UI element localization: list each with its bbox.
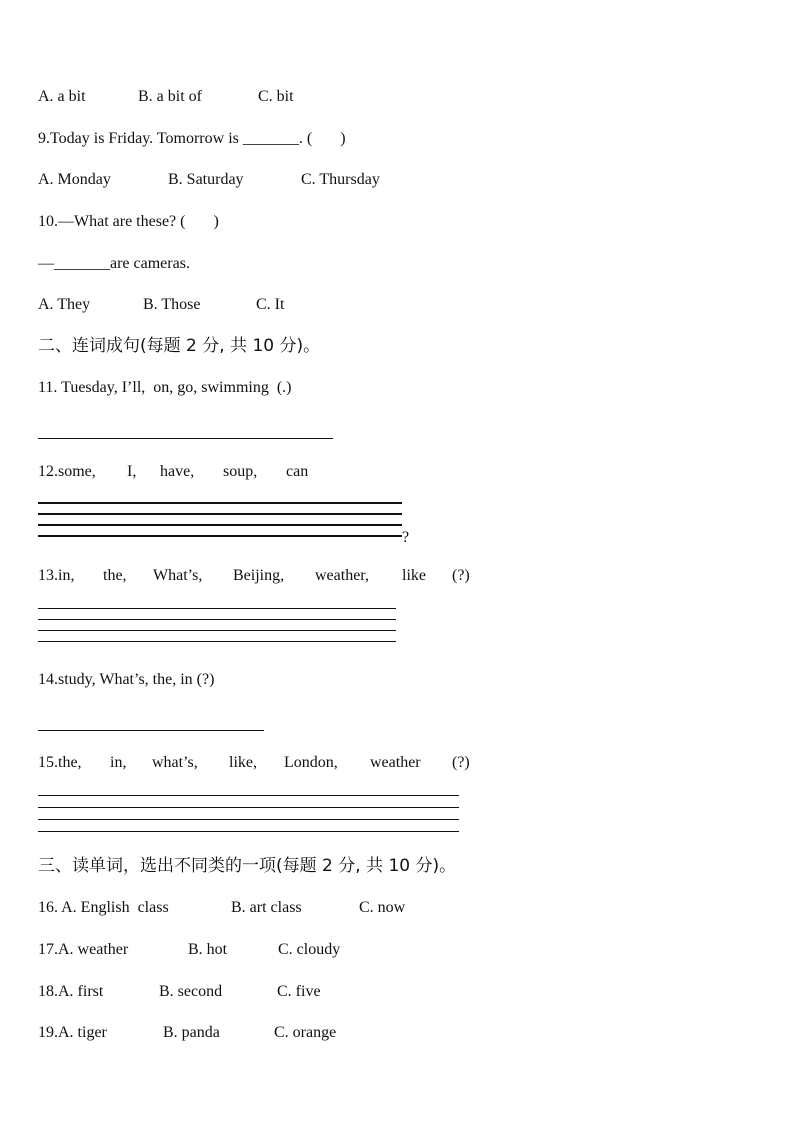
q9-option-b: B. Saturday <box>168 171 244 188</box>
q13-answer-line <box>38 630 396 631</box>
q13-word-3: What’s, <box>153 567 203 584</box>
q14-stem: 14.study, What’s, the, in (?) <box>38 671 215 688</box>
q12-answer-line <box>38 535 402 537</box>
q13-word-4: Beijing, <box>233 567 285 584</box>
q14-answer-line <box>38 730 264 731</box>
q18-option-c: C. five <box>277 983 321 1000</box>
q8-option-a: A. a bit <box>38 88 86 105</box>
q10-option-c: C. It <box>256 296 285 313</box>
q10-option-a: A. They <box>38 296 91 313</box>
q15-word-2: in, <box>110 754 127 771</box>
q11-stem: 11. Tuesday, I’ll, on, go, swimming (.) <box>38 379 292 396</box>
q12-question-mark: ? <box>402 529 410 546</box>
section-2-title: 二、连词成句(每题 2 分, 共 10 分)。 <box>38 336 321 356</box>
q13-answer-line <box>38 608 396 609</box>
q12-word-4: soup, <box>223 463 258 480</box>
q16-option-c: C. now <box>359 899 406 916</box>
q12-word-1: 12.some, <box>38 463 96 480</box>
q19-option-a: 19.A. tiger <box>38 1024 107 1041</box>
q16-option-a: 16. A. English class <box>38 899 169 916</box>
q17-option-b: B. hot <box>188 941 228 958</box>
q9-option-a: A. Monday <box>38 171 111 188</box>
q10-option-b: B. Those <box>143 296 201 313</box>
q19-option-c: C. orange <box>274 1024 337 1041</box>
q15-word-6: weather <box>370 754 421 771</box>
q15-word-1: 15.the, <box>38 754 82 771</box>
q18-option-a: 18.A. first <box>38 983 104 1000</box>
q8-option-c: C. bit <box>258 88 294 105</box>
q18-option-b: B. second <box>159 983 223 1000</box>
q13-answer-line <box>38 641 396 642</box>
q15-word-4: like, <box>229 754 257 771</box>
q11-answer-line <box>38 438 333 439</box>
q13-word-6: like <box>402 567 426 584</box>
q12-answer-line <box>38 502 402 504</box>
q10-reply: —_______are cameras. <box>38 255 190 272</box>
q15-answer-line <box>38 831 459 832</box>
q13-word-5: weather, <box>315 567 369 584</box>
q19-option-b: B. panda <box>163 1024 220 1041</box>
q16-option-b: B. art class <box>231 899 302 916</box>
q13-word-7: (?) <box>452 567 470 584</box>
q15-answer-line <box>38 795 459 796</box>
q12-word-2: I, <box>127 463 137 480</box>
q15-word-5: London, <box>284 754 338 771</box>
q12-answer-line <box>38 513 402 515</box>
q15-word-3: what’s, <box>152 754 198 771</box>
q12-word-3: have, <box>160 463 195 480</box>
section-3-title: 三、读单词，选出不同类的一项(每题 2 分, 共 10 分)。 <box>38 856 457 876</box>
q17-option-c: C. cloudy <box>278 941 341 958</box>
q15-answer-line <box>38 807 459 808</box>
q15-word-7: (?) <box>452 754 470 771</box>
q13-word-1: 13.in, <box>38 567 75 584</box>
q15-answer-line <box>38 819 459 820</box>
q12-word-5: can <box>286 463 309 480</box>
q17-option-a: 17.A. weather <box>38 941 129 958</box>
q9-stem: 9.Today is Friday. Tomorrow is _______. ( ) <box>38 130 346 147</box>
q13-answer-line <box>38 619 396 620</box>
q12-answer-line <box>38 524 402 526</box>
q8-option-b: B. a bit of <box>138 88 202 105</box>
q9-option-c: C. Thursday <box>301 171 380 188</box>
q10-stem: 10.—What are these? ( ) <box>38 213 219 230</box>
q13-word-2: the, <box>103 567 127 584</box>
